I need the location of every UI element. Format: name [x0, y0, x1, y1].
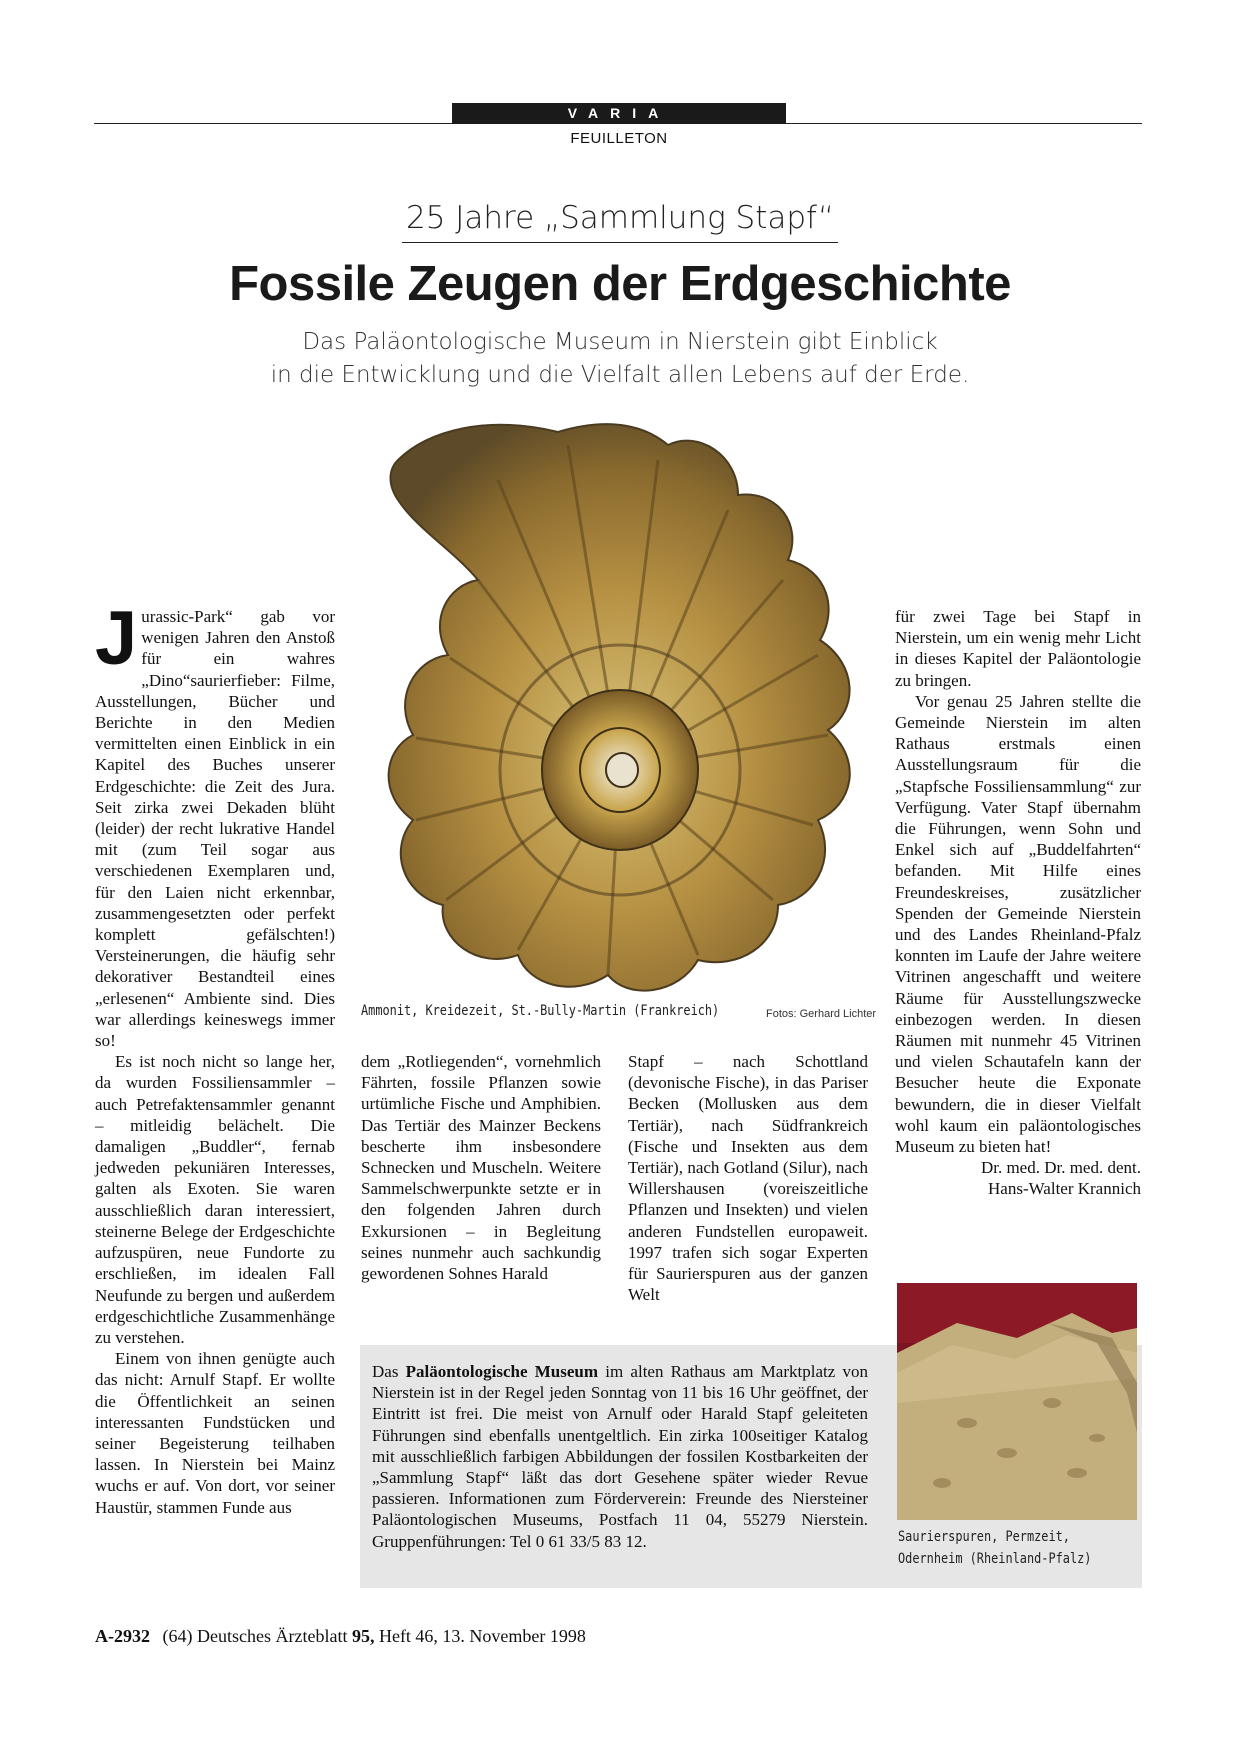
footer-issue: Heft 46, 13. November 1998 — [378, 1626, 586, 1646]
info-museum-name: Paläontologische Museum — [405, 1362, 599, 1381]
article-deck — [0, 326, 1240, 392]
col4-paragraph-2: Vor genau 25 Jahren stellte die Gemeinde Nierstein im alten Rathaus erstmals einen Ausstellungsraum für die „Stapfsche Fossiliensammlung“ zur Verfügung. Vater Stapf übernahm die Führungen, wenn Sohn und Enkel sich auf „Buddelfahrten“ befanden. Mit Hilfe eines Freundeskreises, zusätzlicher Spenden der Gemeinde Nierstein und des Landes Rheinland-Pfalz konnten im Laufe der Jahre weitere Vitrinen angeschafft und weitere Räume für Ausstellungszwecke einbezogen werden. In diesen Räumen mit nunmehr 45 Vitrinen und vielen Schautafeln kann der Besucher heute die Exponate bewundern, die in dieser Vielfalt wohl kaum ein paläontologisches Museum zu bieten hat! — [895, 691, 1141, 1157]
col3-paragraph: Stapf – nach Schottland (devonische Fische), in das Pariser Becken (Mollusken aus dem Tertiär), nach Südfrankreich (Fische und Insekten aus dem Tertiär), nach Gotland (Silur), nach Willershausen (voreiszeitliche Pflanzen und Insekten) und vielen anderen Fundstellen europaweit. 1997 trafen sich sogar Experten für Saurierspuren aus der ganzen Welt — [628, 1052, 868, 1305]
footer-page-number: (64) — [162, 1626, 193, 1646]
info-box-text — [372, 1361, 868, 1552]
author-title: Dr. med. Dr. med. dent. — [980, 1158, 1141, 1178]
article-column-4 — [895, 606, 1141, 1200]
tracks-caption — [898, 1526, 1091, 1570]
ammonite-caption: Ammonit, Kreidezeit, St.-Bully-Martin (Frankreich) — [361, 1003, 720, 1019]
footer-volume: 95, — [351, 1626, 375, 1646]
col1-paragraph-2: Es ist noch nicht so lange her, da wurden Fossiliensammler – auch Petrefaktensammler genannt – mitleidig belächelt. Die damaligen „Buddler“, fernab jedweden pekuniären Interesses, galten als Exoten. Sie waren ausschließlich daran interessiert, steinerne Belege der Erdgeschichte aufzuspüren, neue Fundorte zu erschließen, im idealen Fall Neufunde zu bergen und außerdem erdgeschichtliche Zusammenhänge zu verstehen. — [95, 1052, 335, 1347]
deck-line-2: in die Entwicklung und die Vielfalt allen Lebens auf der Erde. — [270, 362, 970, 388]
col2-paragraph: dem „Rotliegenden“, vornehmlich Fährten, fossile Pflanzen sowie urtümliche Fische und Amphibien. Das Tertiär des Mainzer Beckens bescherte ihm insbesondere Schnecken und Muscheln. Weitere Sammelschwerpunkte setzte er in den folgenden Jahren durch Exkursionen – in Begleitung seines nunmehr auch sachkundig gewordenen Sohnes Harald — [361, 1052, 601, 1284]
page-footer — [95, 1626, 586, 1647]
subsection-label: FEUILLETON — [570, 130, 668, 147]
article-column-2 — [361, 1051, 601, 1284]
article-column-1 — [95, 596, 335, 1518]
col1-paragraph-1: urassic-Park“ gab vor wenigen Jahren den Anstoß für ein wahres „Dino“saurierfieber: Filme, Ausstellungen, Bücher und Berichte in den Medien vermittelten einen Einblick in ein Kapitel des Buches unserer Erdgeschichte: die Zeit des Jura. Seit zirka zwei Dekaden blüht (leider) der recht lukrative Handel mit (zum Teil sogar aus verschiedenen Exemplaren und, für den Laien nicht erkennbar, zusammengesetzten oder perfekt komplett gefälschten!) Versteinerungen, die häufig sehr dekorativer Bestandteil eines „erlesenen“ Ambiente sind. Dies war allerdings keineswegs immer so! — [95, 607, 335, 1051]
kicker-text: 25 Jahre „Sammlung Stapf“ — [402, 200, 838, 243]
info-lead: Das — [372, 1362, 406, 1381]
saurier-tracks-photo — [897, 1283, 1137, 1520]
section-label: VARIA — [452, 103, 786, 124]
footer-page-code: A-2932 — [95, 1626, 150, 1646]
col4-paragraph-1: für zwei Tage bei Stapf in Nierstein, um ein wenig mehr Licht in dieses Kapitel der Paläontologie zu bringen. — [895, 607, 1141, 690]
drop-cap: J — [95, 596, 138, 681]
col1-paragraph-3: Einem von ihnen genügte auch das nicht: Arnulf Stapf. Er wollte die Öffentlichkeit an seinen interessanten Fundstücken und seiner Begeisterung teilhaben lassen. In Nierstein bei Mainz wuchs er auf. Von dort, vor seiner Haustür, stammen Funde aus — [95, 1349, 335, 1517]
footer-journal: Deutsches Ärzteblatt — [197, 1626, 348, 1646]
author-name: Hans-Walter Krannich — [988, 1179, 1141, 1199]
tracks-caption-line-1: Saurierspuren, Permzeit, — [898, 1529, 1070, 1545]
photo-credit: Fotos: Gerhard Lichter — [766, 1008, 877, 1020]
tracks-caption-line-2: Odernheim (Rheinland-Pfalz) — [898, 1551, 1092, 1567]
article-kicker — [0, 200, 1240, 236]
article-column-3 — [628, 1051, 868, 1305]
article-headline: Fossile Zeugen der Erdgeschichte — [229, 257, 1011, 311]
ammonite-photo — [358, 420, 868, 1004]
info-body: im alten Rathaus am Marktplatz von Nierstein ist in der Regel jeden Sonntag von 11 bis 16 Uhr geöffnet, der Eintritt ist frei. Die meist von Arnulf oder Harald Stapf geleiteten Führungen sind ebenfalls unentgeltlich. Ein zirka 100seitiger Katalog mit ausschließlich farbigen Abbildungen der fossilen Kostbarkeiten der „Sammlung Stapf“ läßt das dort Gesehene später wieder Revue passieren. Informationen zum Förderverein: Freunde des Niersteiner Paläontologischen Museums, Postfach 11 04, 55279 Nierstein. Gruppenführungen: Tel 0 61 33/5 83 12. — [372, 1362, 868, 1551]
deck-line-1: Das Paläontologische Museum in Nierstein gibt Einblick — [302, 329, 938, 355]
